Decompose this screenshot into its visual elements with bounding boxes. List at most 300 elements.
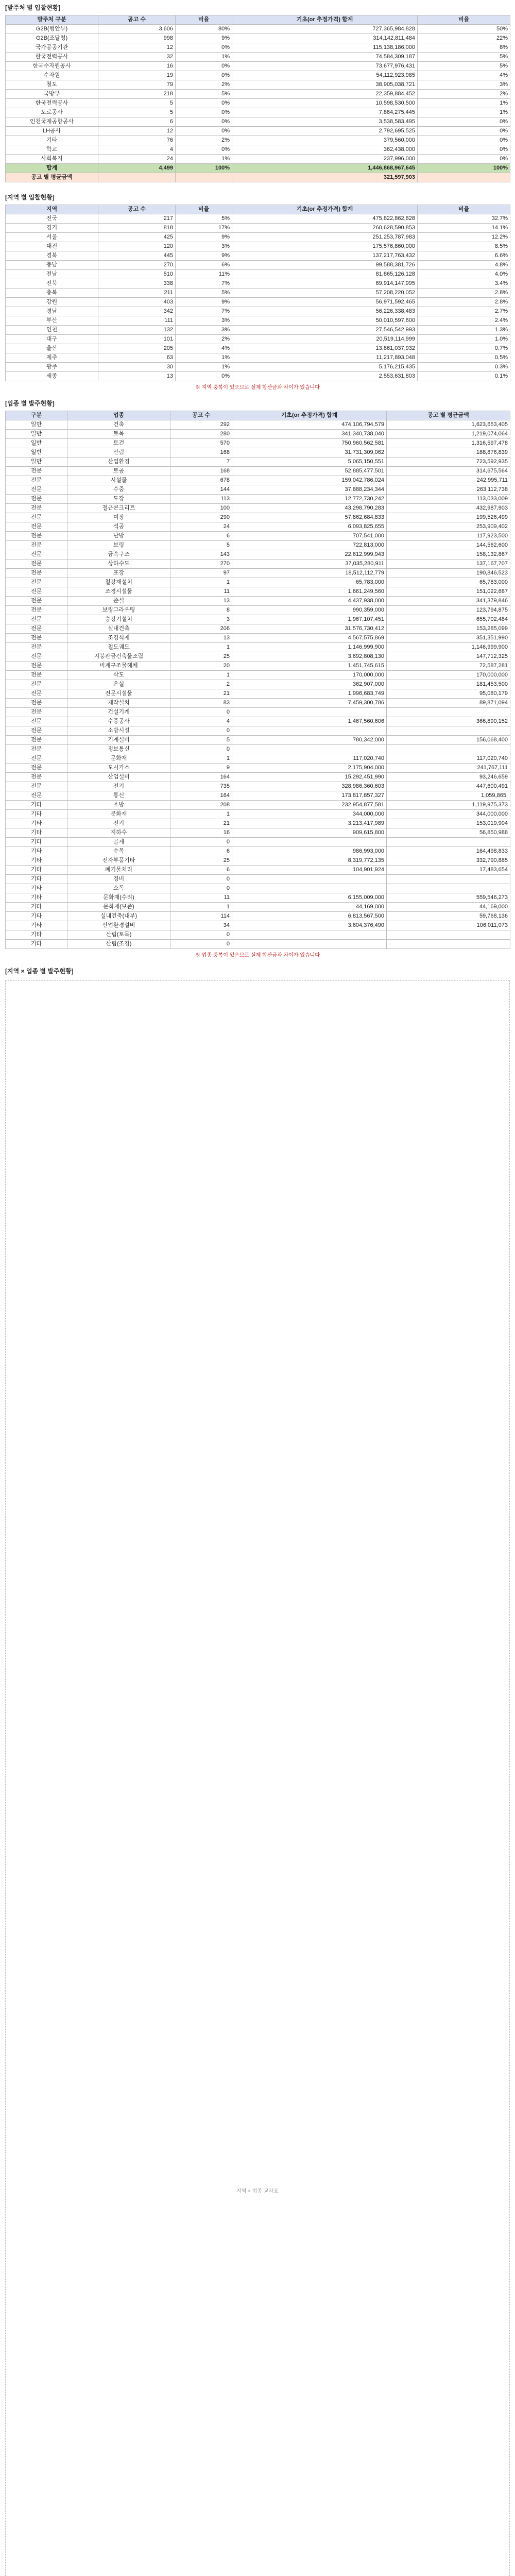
table-cell: 산업환경 (67, 457, 170, 467)
table-cell: 8,319,772,135 (232, 856, 387, 866)
column-header: 비율 (418, 15, 510, 25)
table-cell: 1 (170, 810, 232, 819)
table-cell (387, 884, 510, 893)
table-cell: 보링 (67, 541, 170, 550)
table-row (6, 289, 510, 298)
table-cell: 510 (98, 270, 176, 279)
table-cell: 237,996,000 (232, 155, 418, 164)
table-cell: 76 (98, 136, 176, 145)
table-cell: 8% (418, 43, 510, 53)
table-cell: 토공 (67, 467, 170, 476)
table-cell: 시설물 (67, 476, 170, 485)
table-cell: 전문 (6, 745, 67, 754)
table-cell: 대전 (6, 242, 98, 251)
table-cell: 소방시설 (67, 726, 170, 736)
table-cell: 11,217,893,048 (232, 353, 418, 363)
table-cell: 379,560,000 (232, 136, 418, 145)
table-row (6, 326, 510, 335)
table-cell: 지붕판금건축물조립 (67, 652, 170, 662)
table-cell: 56,226,338,483 (232, 307, 418, 316)
region-note: ※ 지역 중복이 있으므로 실제 합산금과 차이가 있습니다 (195, 385, 320, 391)
table-cell: 4,437,938,000 (232, 597, 387, 606)
table-cell: 전문 (6, 550, 67, 560)
table-row (6, 819, 510, 828)
table-cell: 전문 (6, 495, 67, 504)
table-cell: 0% (176, 62, 232, 71)
table-cell: 12 (98, 127, 176, 136)
table-cell: 1,467,560,606 (232, 717, 387, 726)
table-cell: 기타 (6, 819, 67, 828)
table-cell: 일반 (6, 430, 67, 439)
table-cell: 서울 (6, 233, 98, 242)
table-cell: 120 (98, 242, 176, 251)
table-cell: 기타 (6, 136, 98, 145)
table-cell: 5 (98, 99, 176, 108)
table-cell: G2B(행안부) (6, 25, 98, 34)
table-cell: 366,890,152 (387, 717, 510, 726)
table-cell: 소독 (67, 884, 170, 893)
table-row (6, 108, 510, 117)
table-row (6, 717, 510, 726)
table-cell: 99,588,381,726 (232, 261, 418, 270)
table-row (6, 43, 510, 53)
table-cell: 0 (170, 875, 232, 884)
column-header: 공고 수 (170, 411, 232, 420)
table-row (6, 224, 510, 233)
table-cell: 전문 (6, 717, 67, 726)
table-row (6, 532, 510, 541)
table-cell: 경북 (6, 251, 98, 261)
table-cell: 43,298,790,283 (232, 504, 387, 513)
table-row (6, 689, 510, 699)
table-cell: 전문 (6, 476, 67, 485)
table-cell: 전문 (6, 773, 67, 782)
table-cell: 대구 (6, 335, 98, 344)
table-cell: 3,606 (98, 25, 176, 34)
table-cell: 6% (176, 261, 232, 270)
table-row (6, 344, 510, 353)
table-cell: 280 (170, 430, 232, 439)
table-cell: 기타 (6, 810, 67, 819)
table-cell: 6.6% (418, 251, 510, 261)
table-cell: 22% (418, 34, 510, 43)
region-table (5, 205, 510, 381)
table-cell: 175,576,860,000 (232, 242, 418, 251)
table-cell: 9% (176, 251, 232, 261)
table-row (6, 875, 510, 884)
table-cell: 559,546,273 (387, 893, 510, 903)
table-cell: 5 (98, 108, 176, 117)
table-cell: 1,119,975,373 (387, 801, 510, 810)
table-cell: 6,813,567,500 (232, 912, 387, 921)
table-row (6, 261, 510, 270)
table-cell: 199,526,499 (387, 513, 510, 522)
table-cell: 전문시설물 (67, 689, 170, 699)
table-cell: 208 (170, 801, 232, 810)
table-row (6, 884, 510, 893)
table-cell: 2,175,904,000 (232, 764, 387, 773)
column-header: 구분 (6, 411, 67, 420)
table-cell: 전북 (6, 279, 98, 289)
table-cell: G2B(조달청) (6, 34, 98, 43)
table-cell: 기타 (6, 884, 67, 893)
table-cell: 100% (176, 164, 232, 173)
table-cell: 6 (170, 847, 232, 856)
table-cell: 2% (176, 80, 232, 90)
table-cell: 수자원 (6, 71, 98, 80)
table-cell (387, 745, 510, 754)
table-cell: 74,584,309,187 (232, 53, 418, 62)
table-cell: 344,000,000 (387, 810, 510, 819)
table-cell (232, 940, 387, 949)
table-cell (387, 708, 510, 717)
table-cell: 100 (170, 504, 232, 513)
table-row (6, 699, 510, 708)
table-cell: 7% (176, 307, 232, 316)
table-cell: 31,576,730,412 (232, 624, 387, 634)
table-cell: 5,065,150,551 (232, 457, 387, 467)
table-cell: 5 (170, 736, 232, 745)
table-cell: 727,365,984,828 (232, 25, 418, 34)
table-cell: 314,675,564 (387, 467, 510, 476)
table-cell: 5% (176, 214, 232, 224)
table-cell: 산업환경설비 (67, 921, 170, 930)
table-cell: 실내건축(내부) (67, 912, 170, 921)
table-cell: 65,783,000 (387, 578, 510, 587)
table-row (6, 307, 510, 316)
table-cell: 0% (418, 117, 510, 127)
table-row (6, 495, 510, 504)
table-cell: 117,923,500 (387, 532, 510, 541)
table-row (6, 764, 510, 773)
table-cell: 12.2% (418, 233, 510, 242)
table-cell: 445 (98, 251, 176, 261)
table-cell (387, 838, 510, 847)
table-cell: 3% (176, 316, 232, 326)
table-cell: 137,167,707 (387, 560, 510, 569)
table-cell: 2% (176, 136, 232, 145)
table-cell: 21 (170, 689, 232, 699)
table-cell: 철도궤도 (67, 643, 170, 652)
table-cell: 전문 (6, 652, 67, 662)
table-cell: 0% (176, 372, 232, 381)
table-cell: 5 (170, 541, 232, 550)
table-cell: 전문 (6, 569, 67, 578)
table-cell: 170,000,000 (232, 671, 387, 680)
table-cell: 158,132,867 (387, 550, 510, 560)
table-cell: 기타 (6, 893, 67, 903)
table-cell: 전문 (6, 699, 67, 708)
table-cell: 3 (170, 615, 232, 624)
table-cell: 1,661,249,560 (232, 587, 387, 597)
table-row (6, 745, 510, 754)
table-cell: 전문 (6, 467, 67, 476)
table-cell: 국방부 (6, 90, 98, 99)
table-row (6, 448, 510, 457)
table-cell: 온실 (67, 680, 170, 689)
table-cell: 818 (98, 224, 176, 233)
table-cell: 263,112,738 (387, 485, 510, 495)
table-row (6, 921, 510, 930)
table-row (6, 708, 510, 717)
table-cell: 기타 (6, 903, 67, 912)
table-cell: 부산 (6, 316, 98, 326)
table-cell: 기타 (6, 838, 67, 847)
table-row (6, 25, 510, 34)
table-cell: 한국전력공사 (6, 53, 98, 62)
table-cell: 세종 (6, 372, 98, 381)
table-cell: 수목 (67, 847, 170, 856)
table-cell: 9% (176, 233, 232, 242)
table-cell: 일반 (6, 439, 67, 448)
table-cell: 1 (170, 903, 232, 912)
table-cell: 상하수도 (67, 560, 170, 569)
table-cell: 328,986,360,603 (232, 782, 387, 791)
table-row (6, 522, 510, 532)
table-cell: 기타 (6, 828, 67, 838)
table-cell: 사회복지 (6, 155, 98, 164)
table-cell: 전문 (6, 578, 67, 587)
table-cell: 전문 (6, 689, 67, 699)
table-cell: 소방 (67, 801, 170, 810)
table-cell: 655,702,484 (387, 615, 510, 624)
table-cell: 114 (170, 912, 232, 921)
table-cell: 218 (98, 90, 176, 99)
table-cell: 석공 (67, 522, 170, 532)
column-header: 공고 별 평균금액 (387, 411, 510, 420)
table-row (6, 420, 510, 430)
table-cell: 9% (176, 298, 232, 307)
table-row (6, 643, 510, 652)
table-row (6, 467, 510, 476)
table-cell: 기타 (6, 940, 67, 949)
table-cell: LH공사 (6, 127, 98, 136)
table-row (6, 372, 510, 381)
table-cell: 0% (176, 108, 232, 117)
table-row (6, 597, 510, 606)
table-cell: 일반 (6, 448, 67, 457)
table-cell: 1.3% (418, 326, 510, 335)
table-cell: 54,112,923,985 (232, 71, 418, 80)
table-row (6, 736, 510, 745)
table-cell: 전문 (6, 485, 67, 495)
table-cell: 780,342,000 (232, 736, 387, 745)
table-row (6, 801, 510, 810)
table-cell: 44,169,000 (232, 903, 387, 912)
table-cell: 전기 (67, 782, 170, 791)
table-row (6, 624, 510, 634)
table-cell: 5% (176, 90, 232, 99)
table-cell (387, 726, 510, 736)
table-cell: 0.7% (418, 344, 510, 353)
table-cell: 4,499 (98, 164, 176, 173)
table-cell: 7,864,275,445 (232, 108, 418, 117)
table-row (6, 242, 510, 251)
table-cell: 164 (170, 773, 232, 782)
table-cell: 570 (170, 439, 232, 448)
table-cell: 164 (170, 791, 232, 801)
table-row (6, 233, 510, 242)
table-cell: 인천국제공항공사 (6, 117, 98, 127)
table-cell: 7,459,300,786 (232, 699, 387, 708)
column-header: 업종 (67, 411, 170, 420)
table-cell: 3,538,583,495 (232, 117, 418, 127)
table-cell: 52,885,477,501 (232, 467, 387, 476)
table-cell: 25 (170, 856, 232, 866)
table-cell: 전국 (6, 214, 98, 224)
table-row (6, 80, 510, 90)
table-cell: 251,253,787,983 (232, 233, 418, 242)
table-cell: 광주 (6, 363, 98, 372)
table-cell: 1,219,074,064 (387, 430, 510, 439)
table-cell: 173,817,857,327 (232, 791, 387, 801)
table-cell: 건설기계 (67, 708, 170, 717)
table-cell: 59,768,136 (387, 912, 510, 921)
column-header: 공고 수 (98, 15, 176, 25)
table-cell: 문화재 (67, 810, 170, 819)
table-row (6, 99, 510, 108)
table-cell: 국가공공기관 (6, 43, 98, 53)
table-row (6, 578, 510, 587)
table-row (6, 513, 510, 522)
table-cell: 전문 (6, 726, 67, 736)
table-row (6, 90, 510, 99)
table-cell: 전문 (6, 587, 67, 597)
table-cell: 6 (170, 532, 232, 541)
table-cell: 3,213,417,989 (232, 819, 387, 828)
table-cell: 보링그라우팅 (67, 606, 170, 615)
table-cell (232, 875, 387, 884)
table-cell: 학교 (6, 145, 98, 155)
table-cell: 기타 (6, 875, 67, 884)
table-cell: 전문 (6, 624, 67, 634)
table-cell: 292 (170, 420, 232, 430)
table-cell: 1 (170, 754, 232, 764)
table-cell: 4% (418, 71, 510, 80)
column-header: 비율 (176, 205, 232, 214)
table-cell: 울산 (6, 344, 98, 353)
table-cell: 건축 (67, 420, 170, 430)
table-cell: 22,359,884,452 (232, 90, 418, 99)
table-cell: 강원 (6, 298, 98, 307)
table-cell: 2.4% (418, 316, 510, 326)
table-cell: 10,598,530,500 (232, 99, 418, 108)
table-cell: 0.1% (418, 372, 510, 381)
table-cell: 경기 (6, 224, 98, 233)
table-cell: 12,772,730,242 (232, 495, 387, 504)
table-cell: 123,794,875 (387, 606, 510, 615)
table-cell: 기타 (6, 921, 67, 930)
table-cell: 전문 (6, 736, 67, 745)
table-cell: 전문 (6, 708, 67, 717)
table-cell: 공고 별 평균금액 (6, 173, 98, 182)
table-cell: 20,519,114,999 (232, 335, 418, 344)
table-cell: 241,767,111 (387, 764, 510, 773)
table-cell: 151,022,687 (387, 587, 510, 597)
table-cell: 0 (170, 726, 232, 736)
table-cell: 50,010,597,600 (232, 316, 418, 326)
table-cell (176, 173, 232, 182)
table-cell: 104,901,924 (232, 866, 387, 875)
industry-note: ※ 업종 중복이 있으므로 실제 합산금과 차이가 있습니다 (195, 953, 320, 958)
table-cell: 도장 (67, 495, 170, 504)
table-cell: 723,592,935 (387, 457, 510, 467)
table-row (6, 754, 510, 764)
table-cell: 474,106,794,579 (232, 420, 387, 430)
table-cell: 56,850,988 (387, 828, 510, 838)
table-cell (232, 838, 387, 847)
table-row (6, 145, 510, 155)
column-header: 지역 (6, 205, 98, 214)
table-cell: 전문 (6, 754, 67, 764)
table-cell: 전문 (6, 671, 67, 680)
table-row (6, 662, 510, 671)
table-row (6, 791, 510, 801)
table-row (6, 773, 510, 782)
table-cell: 일반 (6, 457, 67, 467)
table-cell: 2,553,631,803 (232, 372, 418, 381)
table-cell: 147,712,325 (387, 652, 510, 662)
table-cell: 문화재 (67, 754, 170, 764)
table-cell: 2% (418, 90, 510, 99)
table-cell: 비계구조물해체 (67, 662, 170, 671)
table-cell: 기타 (6, 801, 67, 810)
table-cell: 수중공사 (67, 717, 170, 726)
table-cell: 12 (98, 43, 176, 53)
table-cell: 6,155,009,000 (232, 893, 387, 903)
table-cell: 144,562,600 (387, 541, 510, 550)
table-cell: 한국수자원공사 (6, 62, 98, 71)
table-cell: 93,246,659 (387, 773, 510, 782)
table-cell: 735 (170, 782, 232, 791)
table-cell: 11% (176, 270, 232, 279)
table-cell: 전문 (6, 504, 67, 513)
table-cell: 경남 (6, 307, 98, 316)
table-cell: 37,888,234,344 (232, 485, 387, 495)
table-row (6, 903, 510, 912)
table-row (6, 504, 510, 513)
table-cell: 11 (170, 893, 232, 903)
table-cell: 3% (176, 242, 232, 251)
table-cell: 9% (176, 34, 232, 43)
table-cell: 722,813,000 (232, 541, 387, 550)
table-cell: 전문 (6, 541, 67, 550)
table-cell: 72,587,281 (387, 662, 510, 671)
table-cell: 1 (170, 578, 232, 587)
table-cell: 432,987,903 (387, 504, 510, 513)
table-cell: 232,954,877,581 (232, 801, 387, 810)
table-cell: 24 (98, 155, 176, 164)
table-cell: 전문 (6, 643, 67, 652)
table-cell: 2.8% (418, 298, 510, 307)
table-cell: 도로공사 (6, 108, 98, 117)
table-row (6, 136, 510, 145)
table-cell: 217 (98, 214, 176, 224)
table-cell: 990,359,000 (232, 606, 387, 615)
table-row (6, 353, 510, 363)
table-cell: 도시가스 (67, 764, 170, 773)
table-cell: 미장 (67, 513, 170, 522)
table-cell (387, 875, 510, 884)
table-cell: 0 (170, 930, 232, 940)
table-cell: 69,914,147,995 (232, 279, 418, 289)
table-cell: 32 (98, 53, 176, 62)
table-cell: 산림 (67, 448, 170, 457)
table-row (6, 680, 510, 689)
table-cell (232, 726, 387, 736)
table-cell: 0% (176, 71, 232, 80)
table-row (6, 127, 510, 136)
